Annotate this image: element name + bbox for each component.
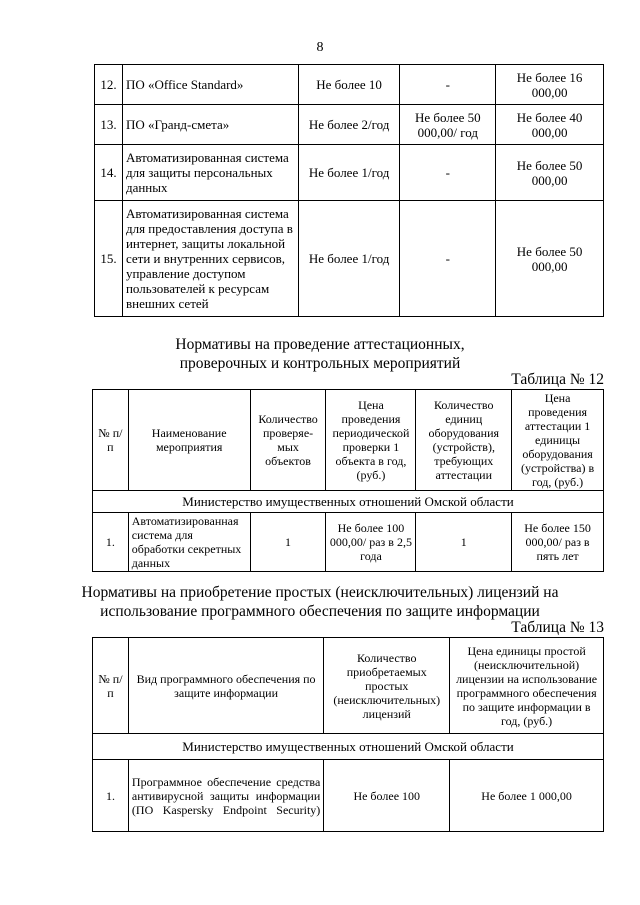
section13-heading-line2: использование программного обеспечения по защите информации xyxy=(100,603,540,620)
item-name: ПО «Office Standard» xyxy=(122,65,298,105)
section13-table-label: Таблица № 13 xyxy=(511,619,604,636)
item-cost: Не более 40 000,00 xyxy=(496,105,604,145)
item-qty: Не более 1/год xyxy=(298,145,400,201)
row-number: 14. xyxy=(95,145,123,201)
ministry-row xyxy=(93,734,604,760)
table-row xyxy=(95,145,604,201)
antivirus-license-table xyxy=(92,637,604,832)
row-number: 15. xyxy=(95,201,123,317)
section12-heading-line2: проверочных и контрольных мероприятий xyxy=(179,355,461,372)
table-header-row xyxy=(93,390,604,491)
header-qty: Количество приобретаемых простых (неисключительных) лицензий xyxy=(324,638,450,734)
table-row xyxy=(95,65,604,105)
item-cost: Не более 50 000,00 xyxy=(496,145,604,201)
item-price: Не более 50 000,00/ год xyxy=(400,105,496,145)
table-row xyxy=(93,760,604,832)
ministry-name: Министерство имущественных отношений Омской области xyxy=(93,734,604,760)
item-cost: Не более 50 000,00 xyxy=(496,201,604,317)
table-row xyxy=(93,513,604,572)
item-qty: Не более 1/год xyxy=(298,201,400,317)
header-price: Цена единицы простой (неисключительной) лицензии на использование программного обеспечения по защите информации в год, (руб.) xyxy=(450,638,604,734)
section12-heading-line1: Нормативы на проведение аттестационных, xyxy=(175,336,465,353)
header-number: № п/п xyxy=(93,638,129,734)
license-qty: Не более 100 xyxy=(324,760,450,832)
cert-price: Не более 150 000,00/ раз в пять лет xyxy=(512,513,604,572)
item-qty: Не более 2/год xyxy=(298,105,400,145)
table-row xyxy=(95,105,604,145)
section13-heading-line1: Нормативы на приобретение простых (неисключительных) лицензий на xyxy=(81,584,559,601)
row-number: 1. xyxy=(93,513,129,572)
event-name: Автоматизированная система для обработки секретных данных xyxy=(128,513,250,572)
item-price: - xyxy=(400,65,496,105)
software-kind: Программное обеспечение средства антивирусной защиты информации (ПО Kaspersky Endpoint Security) xyxy=(128,760,323,832)
header-price: Цена проведения периодической проверки 1 объекта в год, (руб.) xyxy=(326,390,416,491)
check-price: Не более 100 000,00/ раз в 2,5 года xyxy=(326,513,416,572)
page-number: 8 xyxy=(316,40,324,55)
objects-count: 1 xyxy=(250,513,326,572)
header-kind: Вид программного обеспечения по защите информации xyxy=(128,638,323,734)
item-name: Автоматизированная система для защиты персональных данных xyxy=(122,145,298,201)
table-header-row xyxy=(93,638,604,734)
row-number: 1. xyxy=(93,760,129,832)
units-count: 1 xyxy=(416,513,512,572)
section12-table-label: Таблица № 12 xyxy=(511,371,604,388)
header-name: Наименование мероприятия xyxy=(128,390,250,491)
header-objects: Количество проверяе-мых объектов xyxy=(250,390,326,491)
license-price: Не более 1 000,00 xyxy=(450,760,604,832)
item-qty: Не более 10 xyxy=(298,65,400,105)
table-row xyxy=(95,201,604,317)
header-number: № п/п xyxy=(93,390,129,491)
row-number: 13. xyxy=(95,105,123,145)
item-cost: Не более 16 000,00 xyxy=(496,65,604,105)
licenses-table-continued xyxy=(94,64,604,317)
row-number: 12. xyxy=(95,65,123,105)
item-price: - xyxy=(400,145,496,201)
ministry-name: Министерство имущественных отношений Омской области xyxy=(93,491,604,513)
header-units: Количество единиц оборудования (устройств), требующих аттестации xyxy=(416,390,512,491)
item-name: ПО «Гранд-смета» xyxy=(122,105,298,145)
header-cert-price: Цена проведения аттестации 1 единицы оборудования (устройства) в год, (руб.) xyxy=(512,390,604,491)
ministry-row xyxy=(93,491,604,513)
item-price: - xyxy=(400,201,496,317)
certification-table xyxy=(92,389,604,572)
item-name: Автоматизированная система для предоставления доступа в интернет, защиты локальной сети и внутренних сервисов, управление доступом пользователей к ресурсам внешних сетей xyxy=(122,201,298,317)
